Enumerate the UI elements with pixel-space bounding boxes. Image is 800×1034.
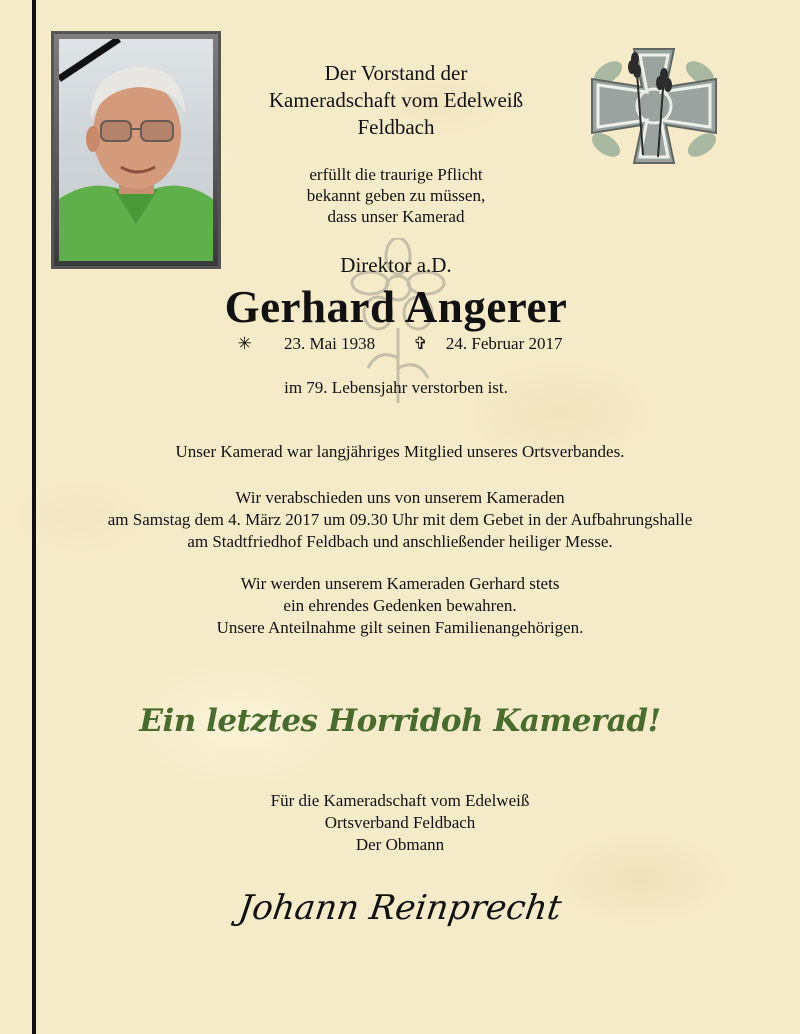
portrait-illustration [59,39,213,261]
mourning-ribbon-icon [59,39,119,79]
death-date: 24. Februar 2017 [445,334,563,353]
remembrance-line: Unsere Anteilnahme gilt seinen Familienangehörigen. [216,618,584,637]
birth-date: 23. Mai 1938 [283,334,376,353]
signature: Johann Reinprecht [236,888,564,928]
life-dates [220,334,580,354]
remembrance-line: ein ehrendes Gedenken bewahren. [283,596,517,615]
deceased-name: Gerhard Angerer [224,282,568,332]
committee-header [236,60,556,141]
signed-for-line: Der Obmann [355,835,445,854]
farewell-greeting: Ein letztes Horridoh Kamerad! [139,703,661,739]
announcement-line: dass unser Kamerad [327,207,465,226]
portrait-photo [51,31,221,269]
age-text: im 79. Lebensjahr verstorben ist. [284,378,508,397]
header-line: Der Vorstand der [324,61,468,85]
membership-text: Unser Kamerad war langjähriges Mitglied unseres Ortsverbandes. [175,442,625,461]
signed-for-line: Ortsverband Feldbach [324,813,476,832]
farewell-paragraph [0,487,800,553]
remembrance-line: Wir werden unserem Kameraden Gerhard stets [240,574,560,593]
announcement-line: bekannt geben zu müssen, [306,186,486,205]
farewell-line: am Stadtfriedhof Feldbach und anschließender heiliger Messe. [187,532,613,551]
birth-star-icon: ✳ [237,334,252,353]
iron-cross-emblem [588,45,720,167]
farewell-line: am Samstag dem 4. März 2017 um 09.30 Uhr mit dem Gebet in der Aufbahrungshalle [107,510,693,529]
farewell-line: Wir verabschieden uns von unserem Kameraden [235,488,565,507]
deceased-title: Direktor a.D. [340,253,452,277]
announcement-text [236,164,556,227]
header-line: Kameradschaft vom Edelweiß [268,88,524,112]
signed-for-line: Für die Kameradschaft vom Edelweiß [270,791,530,810]
signed-for-block [0,790,800,856]
announcement-line: erfüllt die traurige Pflicht [309,165,483,184]
header-line: Feldbach [357,115,435,139]
death-cross-icon: ✞ [413,334,428,353]
remembrance-paragraph [0,573,800,639]
